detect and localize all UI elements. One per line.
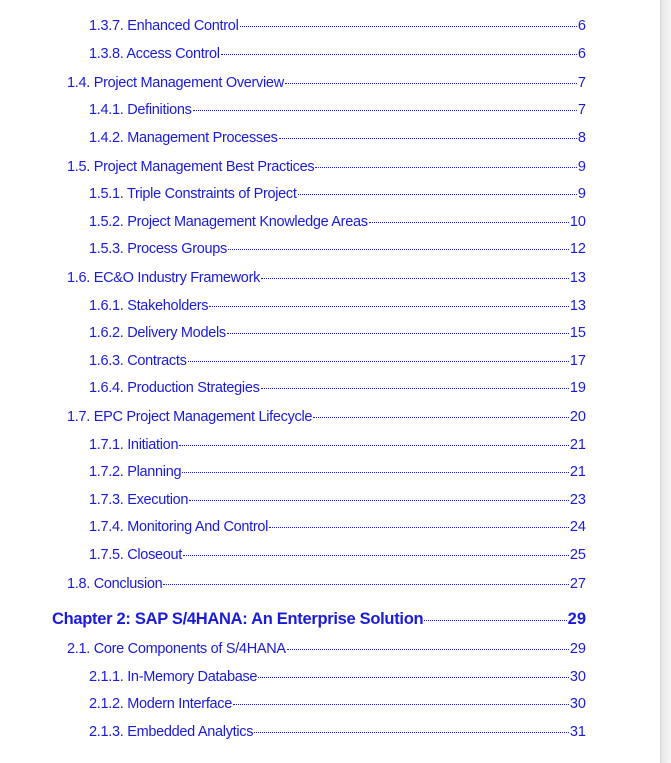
toc-entry-label: 1.8. Conclusion: [67, 576, 163, 592]
toc-subsection-entry[interactable]: [89, 696, 586, 712]
toc-entry-label: 1.7. EPC Project Management Lifecycle: [67, 409, 313, 425]
toc-subsection-entry[interactable]: [89, 380, 586, 396]
toc-dot-leader: [424, 619, 566, 621]
toc-dot-leader: [228, 248, 569, 250]
toc-page-number: 19: [569, 380, 586, 396]
toc-subsection-entry[interactable]: [89, 547, 586, 563]
toc-dot-leader: [279, 137, 577, 139]
toc-page-number: 7: [577, 102, 586, 118]
toc-dot-leader: [240, 25, 577, 27]
toc-dot-leader: [179, 444, 569, 446]
toc-entry-label: 1.7.5. Closeout: [89, 547, 183, 563]
toc-page-number: 7: [577, 75, 586, 91]
toc-subsection-entry[interactable]: [89, 130, 586, 146]
toc-dot-leader: [285, 82, 577, 84]
toc-subsection-entry[interactable]: [89, 241, 586, 257]
toc-section-entry[interactable]: [67, 409, 586, 425]
toc-page-number: 30: [569, 669, 586, 685]
toc-entry-label: 1.6.2. Delivery Models: [89, 325, 226, 341]
toc-dot-leader: [221, 53, 577, 55]
toc-subsection-entry[interactable]: [89, 186, 586, 202]
toc-entry-label: 2.1.3. Embedded Analytics: [89, 724, 254, 740]
toc-entry-label: 1.6. EC&O Industry Framework: [67, 270, 261, 286]
toc-dot-leader: [227, 332, 569, 334]
toc-section-entry[interactable]: [67, 270, 586, 286]
toc-subsection-entry[interactable]: [89, 724, 586, 740]
toc-dot-leader: [313, 416, 569, 418]
toc-dot-leader: [183, 554, 569, 556]
toc-page-number: 15: [569, 325, 586, 341]
toc-page-number: 21: [569, 437, 586, 453]
toc-entry-label: 2.1.1. In-Memory Database: [89, 669, 258, 685]
toc-entry-label: 1.7.4. Monitoring And Control: [89, 519, 269, 535]
toc-subsection-entry[interactable]: [89, 437, 586, 453]
toc-dot-leader: [163, 583, 568, 585]
toc-chapter-entry[interactable]: [52, 610, 586, 629]
toc-entry-label: 1.4.1. Definitions: [89, 102, 192, 118]
toc-dot-leader: [254, 731, 569, 733]
toc-subsection-entry[interactable]: [89, 325, 586, 341]
toc-subsection-entry[interactable]: [89, 519, 586, 535]
toc-entry-label: 1.5.2. Project Management Knowledge Areas: [89, 214, 368, 230]
toc-entry-label: 1.7.1. Initiation: [89, 437, 179, 453]
toc-page-number: 9: [577, 159, 586, 175]
toc-page-number: 17: [569, 353, 586, 369]
toc-dot-leader: [269, 526, 569, 528]
toc-subsection-entry[interactable]: [89, 669, 586, 685]
toc-subsection-entry[interactable]: [89, 353, 586, 369]
toc-page-number: 23: [569, 492, 586, 508]
toc-subsection-entry[interactable]: [89, 492, 586, 508]
toc-dot-leader: [258, 676, 569, 678]
toc-dot-leader: [193, 109, 577, 111]
toc-subsection-entry[interactable]: [89, 214, 586, 230]
toc-page-number: 21: [569, 464, 586, 480]
toc-page-number: 30: [569, 696, 586, 712]
toc-dot-leader: [261, 277, 569, 279]
toc-section-entry[interactable]: [67, 641, 586, 657]
toc-entry-label: 1.4. Project Management Overview: [67, 75, 284, 91]
toc-entry-label: 1.3.8. Access Control: [89, 46, 220, 62]
toc-subsection-entry[interactable]: [89, 46, 586, 62]
page-edge-shadow: [661, 0, 671, 763]
toc-entry-label: Chapter 2: SAP S/4HANA: An Enterprise Solution: [52, 610, 424, 628]
toc-entry-label: 1.7.3. Execution: [89, 492, 189, 508]
toc-page-number: 24: [569, 519, 586, 535]
toc-entry-label: 2.1. Core Components of S/4HANA: [67, 641, 286, 657]
toc-page-number: 29: [567, 610, 586, 628]
toc-page-number: 8: [577, 130, 586, 146]
toc-dot-leader: [233, 703, 569, 705]
toc-page-number: 20: [569, 409, 586, 425]
toc-subsection-entry[interactable]: [89, 464, 586, 480]
toc-page-number: 6: [577, 46, 586, 62]
toc-dot-leader: [298, 193, 577, 195]
toc-page-number: 6: [577, 18, 586, 34]
toc-section-entry[interactable]: [67, 75, 586, 91]
toc-dot-leader: [287, 648, 569, 650]
toc-entry-label: 1.4.2. Management Processes: [89, 130, 278, 146]
toc-dot-leader: [182, 471, 569, 473]
toc-page-number: 31: [569, 724, 586, 740]
toc-dot-leader: [189, 499, 569, 501]
toc-section-entry[interactable]: [67, 159, 586, 175]
toc-page-number: 12: [569, 241, 586, 257]
toc-entry-label: 2.1.2. Modern Interface: [89, 696, 233, 712]
toc-dot-leader: [261, 387, 569, 389]
toc-dot-leader: [209, 305, 569, 307]
toc-entry-label: 1.5. Project Management Best Practices: [67, 159, 315, 175]
toc-entry-label: 1.7.2. Planning: [89, 464, 182, 480]
toc-page-number: 13: [569, 298, 586, 314]
toc-entry-label: 1.6.4. Production Strategies: [89, 380, 260, 396]
toc-entry-label: 1.5.3. Process Groups: [89, 241, 227, 257]
toc-dot-leader: [188, 360, 569, 362]
toc-dot-leader: [315, 166, 577, 168]
toc-page-number: 13: [569, 270, 586, 286]
toc-page-number: 10: [569, 214, 586, 230]
toc-section-entry[interactable]: [67, 576, 586, 592]
toc-entry-label: 1.5.1. Triple Constraints of Project: [89, 186, 297, 202]
toc-entry-label: 1.6.3. Contracts: [89, 353, 187, 369]
toc-subsection-entry[interactable]: [89, 102, 586, 118]
toc-subsection-entry[interactable]: [89, 298, 586, 314]
toc-entry-label: 1.6.1. Stakeholders: [89, 298, 209, 314]
toc-page-number: 27: [569, 576, 586, 592]
toc-dot-leader: [369, 221, 569, 223]
toc-entry-label: 1.3.7. Enhanced Control: [89, 18, 239, 34]
toc-subsection-entry[interactable]: [89, 18, 586, 34]
toc-page-number: 9: [577, 186, 586, 202]
toc-page-number: 25: [569, 547, 586, 563]
toc-page-number: 29: [569, 641, 586, 657]
